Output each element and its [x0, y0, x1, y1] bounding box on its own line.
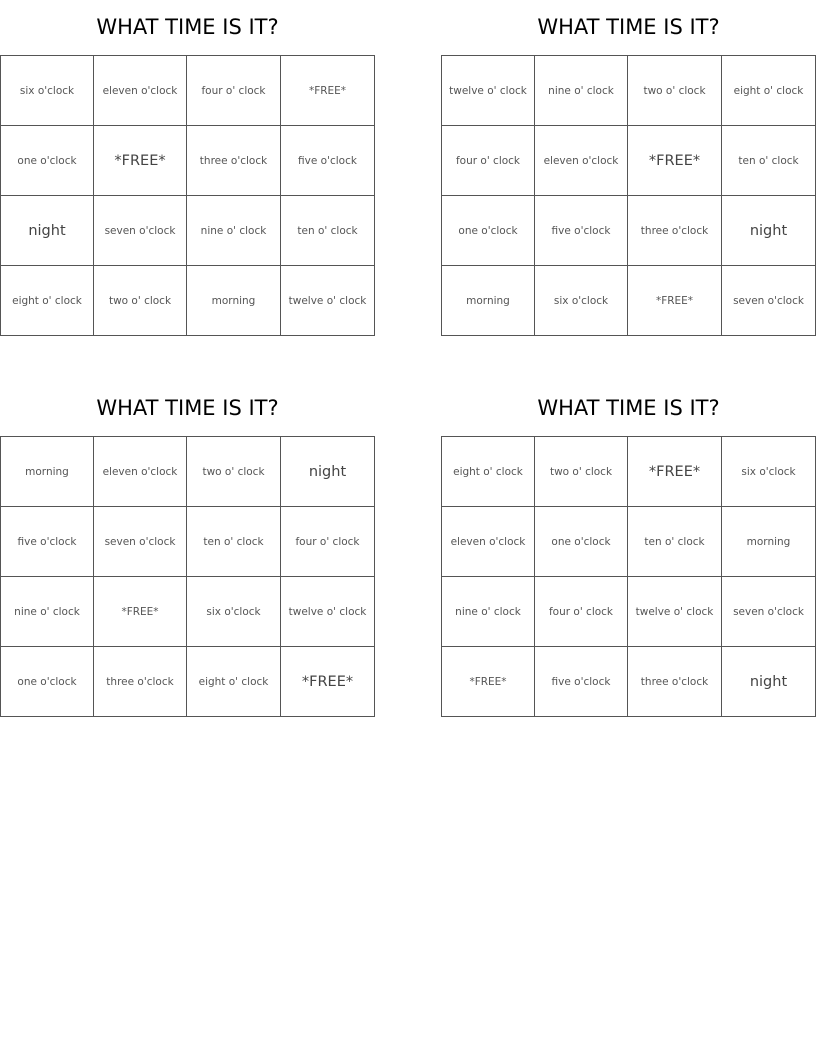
bingo-cell: seven o'clock	[94, 196, 187, 266]
bingo-cell: nine o' clock	[1, 577, 94, 647]
bingo-grid	[0, 436, 375, 717]
bingo-cell: morning	[722, 507, 816, 577]
bingo-cell: four o' clock	[442, 126, 535, 196]
bingo-cell: twelve o' clock	[281, 577, 375, 647]
bingo-cell: six o'clock	[1, 56, 94, 126]
bingo-cell: three o'clock	[187, 126, 281, 196]
bingo-grid	[441, 436, 816, 717]
bingo-cell: seven o'clock	[722, 266, 816, 336]
bingo-cell: two o' clock	[535, 437, 628, 507]
bingo-card-3	[0, 381, 375, 717]
bingo-cell: two o' clock	[187, 437, 281, 507]
bingo-cell: eight o' clock	[442, 437, 535, 507]
bingo-cell: eleven o'clock	[94, 56, 187, 126]
bingo-cell: *FREE*	[628, 266, 722, 336]
bingo-cell: twelve o' clock	[281, 266, 375, 336]
bingo-cell: eight o' clock	[187, 647, 281, 717]
bingo-cell: morning	[442, 266, 535, 336]
bingo-cell: *FREE*	[628, 437, 722, 507]
bingo-cell: four o' clock	[281, 507, 375, 577]
bingo-cell: one o'clock	[1, 647, 94, 717]
bingo-cell: *FREE*	[94, 126, 187, 196]
bingo-cell: night	[1, 196, 94, 266]
bingo-cell: three o'clock	[628, 647, 722, 717]
bingo-cell: six o'clock	[187, 577, 281, 647]
bingo-cell: *FREE*	[628, 126, 722, 196]
bingo-cell: six o'clock	[722, 437, 816, 507]
bingo-card-4	[441, 381, 816, 717]
bingo-card-1	[0, 0, 375, 336]
card-title: WHAT TIME IS IT?	[96, 396, 279, 420]
bingo-cell: ten o' clock	[281, 196, 375, 266]
bingo-cell: night	[722, 196, 816, 266]
bingo-cell: night	[281, 437, 375, 507]
bingo-cell: three o'clock	[94, 647, 187, 717]
card-title: WHAT TIME IS IT?	[537, 15, 720, 39]
bingo-cell: eleven o'clock	[535, 126, 628, 196]
bingo-cell: four o' clock	[535, 577, 628, 647]
bingo-cell: eight o' clock	[722, 56, 816, 126]
bingo-cell: nine o' clock	[442, 577, 535, 647]
bingo-cell: nine o' clock	[187, 196, 281, 266]
bingo-cell: ten o' clock	[187, 507, 281, 577]
bingo-card-2	[441, 0, 816, 336]
bingo-cell: six o'clock	[535, 266, 628, 336]
bingo-cell: morning	[187, 266, 281, 336]
card-title: WHAT TIME IS IT?	[96, 15, 279, 39]
bingo-cell: eleven o'clock	[94, 437, 187, 507]
bingo-cell: one o'clock	[1, 126, 94, 196]
bingo-cell: morning	[1, 437, 94, 507]
bingo-cell: two o' clock	[94, 266, 187, 336]
bingo-cell: three o'clock	[628, 196, 722, 266]
bingo-cell: ten o' clock	[628, 507, 722, 577]
bingo-cell: twelve o' clock	[628, 577, 722, 647]
bingo-cell: seven o'clock	[94, 507, 187, 577]
bingo-cell: eight o' clock	[1, 266, 94, 336]
card-title: WHAT TIME IS IT?	[537, 396, 720, 420]
bingo-cell: eleven o'clock	[442, 507, 535, 577]
bingo-cell: *FREE*	[442, 647, 535, 717]
bingo-cell: *FREE*	[281, 56, 375, 126]
bingo-grid	[0, 55, 375, 336]
bingo-cell: twelve o' clock	[442, 56, 535, 126]
bingo-cell: *FREE*	[281, 647, 375, 717]
bingo-grid	[441, 55, 816, 336]
bingo-cell: four o' clock	[187, 56, 281, 126]
bingo-cell: night	[722, 647, 816, 717]
bingo-cell: *FREE*	[94, 577, 187, 647]
bingo-cell: five o'clock	[1, 507, 94, 577]
bingo-cell: five o'clock	[535, 196, 628, 266]
bingo-cell: ten o' clock	[722, 126, 816, 196]
bingo-cell: one o'clock	[442, 196, 535, 266]
bingo-cell: five o'clock	[535, 647, 628, 717]
bingo-cell: nine o' clock	[535, 56, 628, 126]
bingo-cell: seven o'clock	[722, 577, 816, 647]
bingo-cell: one o'clock	[535, 507, 628, 577]
bingo-cell: five o'clock	[281, 126, 375, 196]
bingo-cell: two o' clock	[628, 56, 722, 126]
